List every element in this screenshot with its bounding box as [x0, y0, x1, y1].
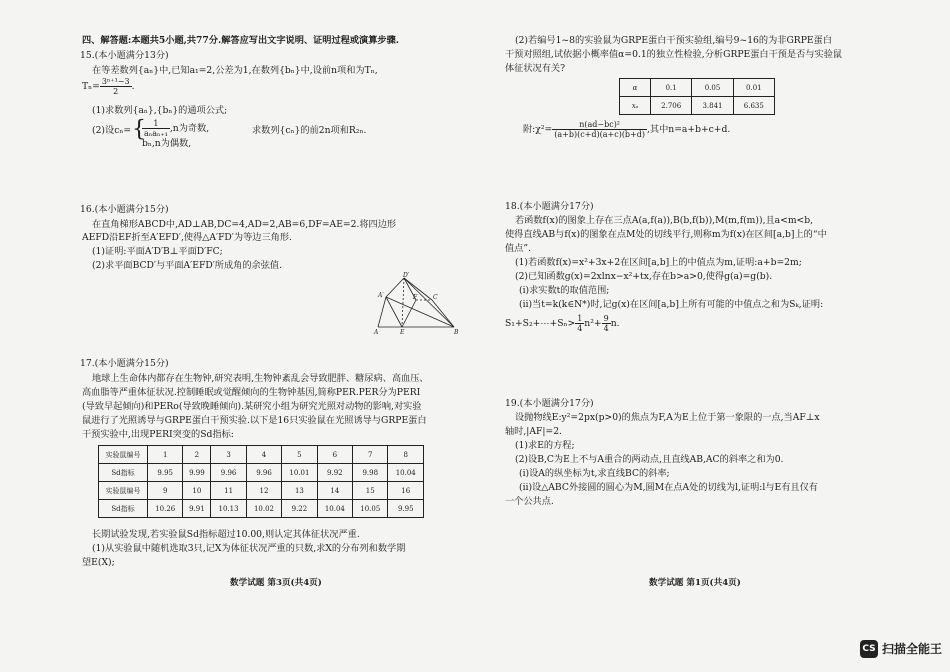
- table-cell: 9.92: [317, 464, 352, 482]
- q15-part2-suffix: 求数列{cₙ}的前2n项和R₂ₙ.: [252, 125, 367, 136]
- fig-label-e: E: [400, 329, 405, 334]
- table-cell: 9: [148, 482, 183, 500]
- table-cell: 10.04: [388, 464, 424, 482]
- table-cell: 3: [211, 446, 246, 464]
- table-cell: 10.13: [211, 500, 246, 518]
- q17c-line1: (2)若编号1~8的实验鼠为GRPE蛋白干预实验组,编号9~16的为非GRPE蛋白: [515, 35, 832, 46]
- q15-title: 15.(本小题满分13分): [80, 50, 169, 61]
- q19-part2: (2)设B,C为E上不与A重合的两动点,且直线AB,AC的斜率之和为0.: [515, 454, 784, 465]
- q18-line1: 若函数f(x)的图象上存在三点A(a,f(a)),B(b,f(b)),M(m,f(m)),且a<m<b,: [515, 215, 814, 226]
- table-cell: 9.95: [388, 500, 424, 518]
- fig-label-a1: A′: [378, 292, 384, 299]
- watermark-text: 扫描全能王: [881, 641, 942, 656]
- table-row: [620, 97, 775, 115]
- q18-sum: S₁+S₂+⋯+Sₙ> $\frac{1}{4}$ n²+ $\frac{9}{4}$ n.: [505, 314, 620, 333]
- q17-line1: 地球上生命体内都存在生物钟,研究表明,生物钟紊乱会导致肥胖、糖尿病、高血压、: [92, 373, 429, 384]
- table-cell: 0.01: [733, 79, 774, 97]
- q18-sub2: (ⅱ)当t=k(k∈N*)时,记g(x)在区间[a,b]上所有可能的中值点之和为Sₖ,证明:: [519, 299, 824, 310]
- table-cell: 9.99: [183, 464, 211, 482]
- fig-label-f: F: [413, 294, 418, 301]
- table-cell: 7: [353, 446, 388, 464]
- q17c-formula: 附:χ²= $\frac{\text{n(ad−bc)²}}{(a+b)(c+d)(a+c)(b+d)}$ ,其中n=a+b+c+d.: [523, 120, 731, 139]
- table-cell: 10.26: [148, 500, 183, 518]
- table-cell: 6.635: [733, 97, 774, 115]
- table-cell: α: [620, 79, 651, 97]
- q19-sub2: (ⅱ)设△ABC外接圆的圆心为M,圆M在点A处的切线为l,证明:l与E有且仅有: [519, 482, 818, 493]
- q15-case1: $\frac{1}{\text{aₙaₙ₊₁}}$ ,n为奇数,: [144, 119, 210, 138]
- fig-label-b: B: [454, 329, 459, 334]
- q17-table: [98, 445, 424, 518]
- q18-line2: 使得直线AB与f(x)的图象在点M处的切线平行,则称m为f(x)在区间[a,b]上的“中: [505, 229, 827, 240]
- q18-sub1: (ⅰ)求实数t的取值范围;: [519, 285, 610, 296]
- scanner-watermark: [860, 640, 942, 659]
- table-cell: 10.01: [282, 464, 317, 482]
- q15-line1: 在等差数列{aₙ}中,已知a₁=2,公差为1,在数列{bₙ}中,设前n项和为Tₙ,: [92, 65, 378, 76]
- table-cell: 10.05: [353, 500, 388, 518]
- q18-title: 18.(本小题满分17分): [505, 201, 594, 212]
- table-cell: 9.91: [183, 500, 211, 518]
- table-cell: Sd指标: [99, 500, 148, 518]
- table-cell: 实验鼠编号: [99, 446, 148, 464]
- table-cell: 14: [317, 482, 352, 500]
- table-cell: 16: [388, 482, 424, 500]
- table-cell: 9.22: [282, 500, 317, 518]
- table-cell: 4: [246, 446, 281, 464]
- table-cell: 13: [282, 482, 317, 500]
- q19-line2: 轴时,|AF|=2.: [505, 426, 562, 437]
- table-cell: 实验鼠编号: [99, 482, 148, 500]
- fig-label-c: C: [433, 294, 438, 301]
- q16-part1: (1)证明:平面A′D′B⊥平面D′FC;: [92, 246, 223, 257]
- q18-part2: (2)已知函数g(x)=2xlnx−x²+tx,存在b>a>0,使得g(a)=g(b).: [515, 271, 773, 282]
- fig-label-a: A: [374, 329, 379, 334]
- table-cell: 2.706: [651, 97, 692, 115]
- table-row: [99, 500, 424, 518]
- table-cell: 6: [317, 446, 352, 464]
- q19-part1: (1)求E的方程;: [515, 440, 575, 451]
- table-row: [620, 79, 775, 97]
- q17-after2: (1)从实验鼠中随机选取3只,记X为体征状况严重的只数,求X的分布列和数学期: [92, 543, 406, 554]
- table-cell: 2: [183, 446, 211, 464]
- table-cell: 5: [282, 446, 317, 464]
- q16-part2: (2)求平面BCD′与平面A′EFD′所成角的余弦值.: [92, 260, 283, 271]
- table-cell: 10.04: [317, 500, 352, 518]
- q17-after1: 长期试验发现,若实验鼠Sd指标超过10.00,则认定其体征状况严重.: [92, 529, 360, 540]
- table-row: [99, 464, 424, 482]
- q16-line2: AEFD沿EF折至A′EFD′,使得△A′FD′为等边三角形.: [82, 232, 292, 243]
- table-row: [99, 482, 424, 500]
- right-footer: 数学试题 第1页(共4页): [649, 578, 741, 588]
- table-cell: xₐ: [620, 97, 651, 115]
- q17-after3: 望E(X);: [82, 557, 115, 568]
- q19-sub2b: 一个公共点.: [505, 496, 554, 507]
- alpha-table: [619, 78, 775, 115]
- q17-title: 17.(本小题满分15分): [80, 358, 169, 369]
- table-cell: 11: [211, 482, 246, 500]
- q17-line4: 鼠进行了光照诱导与GRPE蛋白干预实验.以下是16只实验鼠在光照诱导与GRPE蛋白: [82, 415, 427, 426]
- q19-title: 19.(本小题满分17分): [505, 398, 594, 409]
- table-cell: 15: [353, 482, 388, 500]
- q15-case2: bₙ,n为偶数,: [142, 138, 192, 149]
- q16-title: 16.(本小题满分15分): [80, 204, 169, 215]
- q15-brace: {: [132, 117, 146, 142]
- table-cell: Sd指标: [99, 464, 148, 482]
- fig-label-d: D′: [403, 272, 410, 279]
- table-cell: 9.98: [353, 464, 388, 482]
- table-cell: 8: [388, 446, 424, 464]
- table-cell: 0.1: [651, 79, 692, 97]
- q16-line1: 在直角梯形ABCD中,AD⊥AB,DC=4,AD=2,AB=6,DF=AE=2.将四边形: [92, 219, 397, 230]
- table-cell: 9.95: [148, 464, 183, 482]
- table-cell: 10.02: [246, 500, 281, 518]
- q15-part2: (2)设cₙ=: [92, 125, 132, 136]
- q16-figure: [372, 272, 462, 334]
- table-cell: 10: [183, 482, 211, 500]
- q17-line2: 高血脂等严重体征状况.控制睡眠或觉醒倾向的生物钟基因,简称PER.PER分为PERI: [82, 387, 421, 398]
- section-header: 四、解答题:本题共5小题,共77分.解答应写出文字说明、证明过程或演算步骤.: [82, 35, 399, 46]
- q15-part1: (1)求数列{aₙ},{bₙ}的通项公式;: [92, 105, 228, 116]
- q17c-line3: 体征状况有关?: [505, 63, 566, 74]
- camscanner-logo-icon: CS: [860, 640, 878, 658]
- q15-line2: Tₙ= $\frac{\text{3ⁿ⁺¹−3}}{2}$ .: [82, 77, 135, 96]
- table-row: [99, 446, 424, 464]
- table-cell: 0.05: [692, 79, 733, 97]
- table-cell: 9.96: [246, 464, 281, 482]
- q17-line5: 干预实验中,出现PERI突变的Sd指标:: [82, 429, 234, 440]
- q18-line3: 值点”.: [505, 243, 531, 254]
- table-cell: 9.96: [211, 464, 246, 482]
- q18-part1: (1)若函数f(x)=x²+3x+2在区间[a,b]上的中值点为m,证明:a+b=2m;: [515, 257, 802, 268]
- table-cell: 1: [148, 446, 183, 464]
- q17c-line2: 干预对照组,试依据小概率值α=0.1的独立性检验,分析GRPE蛋白干预是否与实验鼠: [505, 49, 843, 60]
- left-footer: 数学试题 第3页(共4页): [230, 578, 322, 588]
- q19-sub1: (ⅰ)设A的纵坐标为t,求直线BC的斜率;: [519, 468, 670, 479]
- table-cell: 12: [246, 482, 281, 500]
- q17-line3: (导致早起倾向)和PERo(导致晚睡倾向).某研究小组为研究光照对动物的影响,对实验: [82, 401, 422, 412]
- table-cell: 3.841: [692, 97, 733, 115]
- q19-line1: 设抛物线E:y²=2px(p>0)的焦点为F,A为E上位于第一象限的一点,当AF⊥x: [515, 412, 820, 423]
